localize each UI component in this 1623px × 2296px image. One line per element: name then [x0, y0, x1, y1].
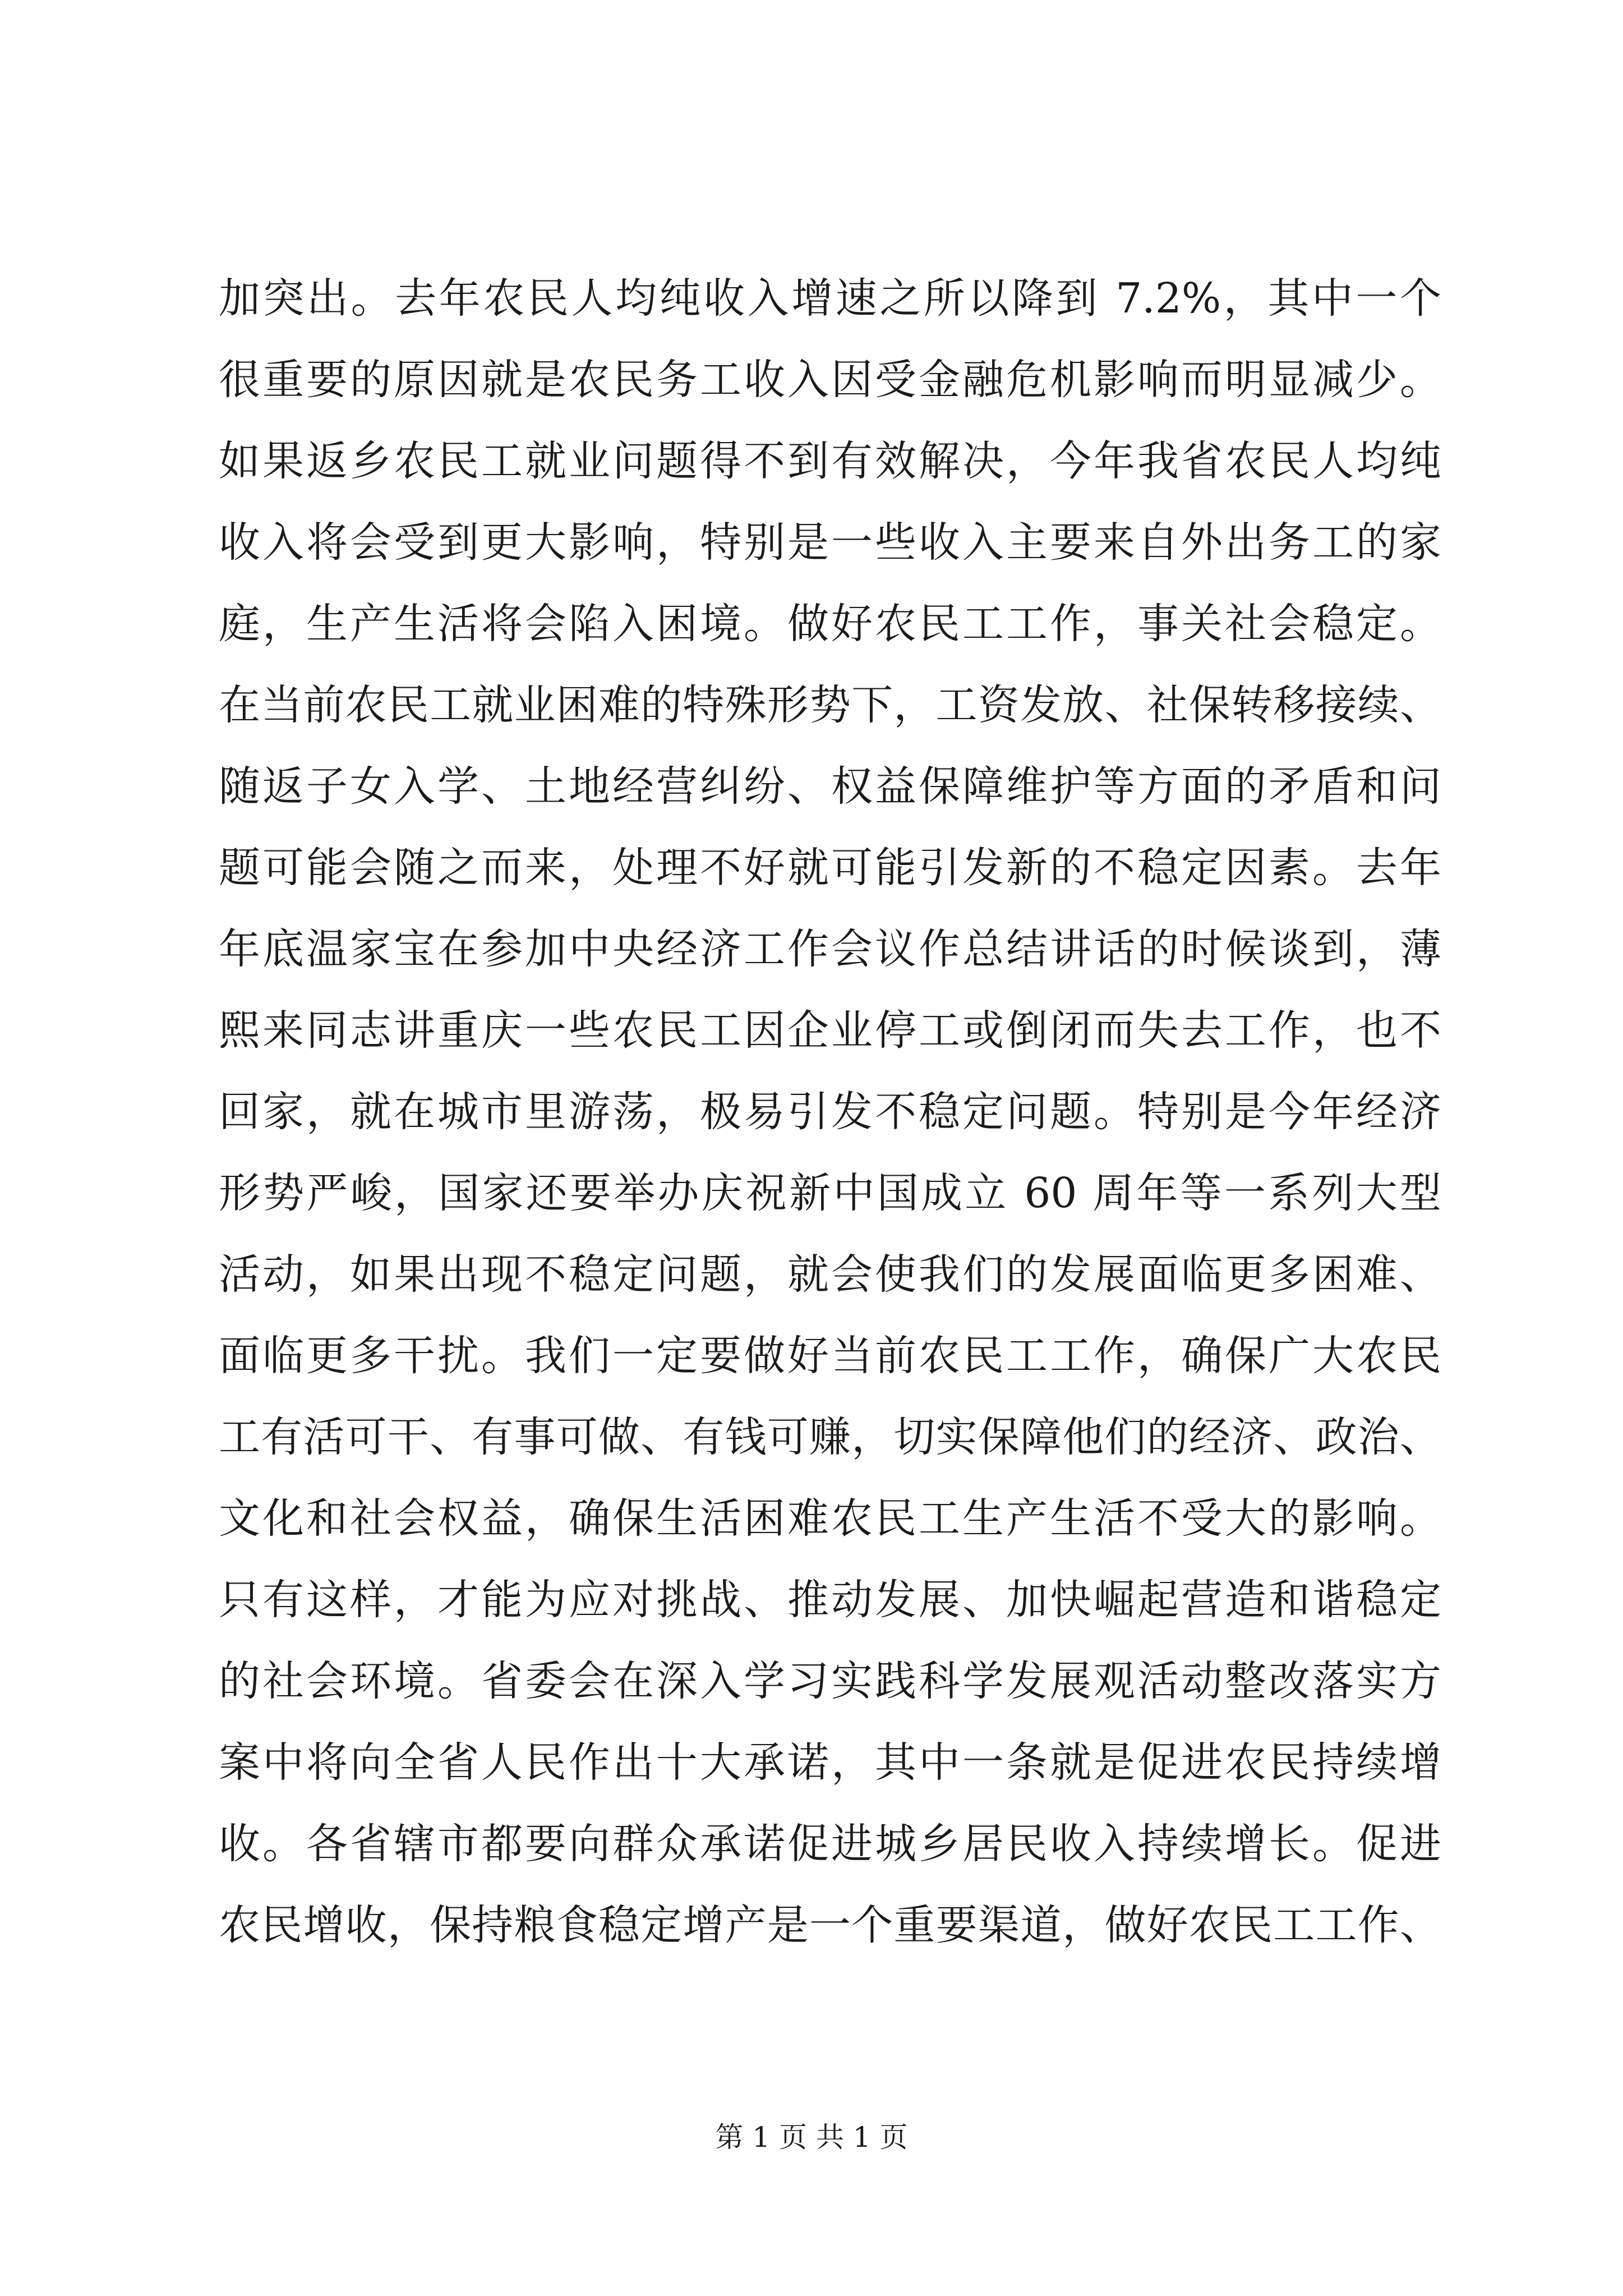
text-line: 活动，如果出现不稳定问题，就会使我们的发展面临更多困难、: [219, 1250, 1441, 1299]
text-line: 回家，就在城市里游荡，极易引发不稳定问题。特别是今年经济: [219, 1088, 1441, 1136]
text-line: 很重要的原因就是农民务工收入因受金融危机影响而明显减少。: [219, 356, 1441, 404]
text-line: 的社会环境。省委会在深入学习实践科学发展观活动整改落实方: [219, 1657, 1441, 1705]
text-line: 庭，生产生活将会陷入困境。做好农民工工作，事关社会稳定。: [219, 600, 1441, 648]
text-line: 收。各省辖市都要向群众承诺促进城乡居民收入持续增长。促进: [219, 1820, 1441, 1868]
text-line: 案中将向全省人民作出十大承诺，其中一条就是促进农民持续增: [219, 1738, 1441, 1787]
page-footer: [0, 2118, 1623, 2157]
text-line: 文化和社会权益，确保生活困难农民工生产生活不受大的影响。: [219, 1494, 1441, 1543]
text-line: 农民增收，保持粮食稳定增产是一个重要渠道，做好农民工工作、: [219, 1901, 1441, 1949]
text-line: 形势严峻，国家还要举办庆祝新中国成立 60 周年等一系列大型: [219, 1169, 1441, 1217]
text-line: 工有活可干、有事可做、有钱可赚，切实保障他们的经济、政治、: [219, 1413, 1441, 1461]
text-line: 随返子女入学、土地经营纠纷、权益保障维护等方面的矛盾和问: [219, 762, 1441, 811]
text-line: 在当前农民工就业困难的特殊形势下，工资发放、社保转移接续、: [219, 681, 1441, 729]
text-line: 面临更多干扰。我们一定要做好当前农民工工作，确保广大农民: [219, 1332, 1441, 1380]
text-line: 题可能会随之而来，处理不好就可能引发新的不稳定因素。去年: [219, 844, 1441, 892]
text-line: 收入将会受到更大影响，特别是一些收入主要来自外出务工的家: [219, 518, 1441, 567]
text-line: 如果返乡农民工就业问题得不到有效解决，今年我省农民人均纯: [219, 437, 1441, 485]
body-text: [219, 258, 1441, 1966]
text-line: 只有这样，才能为应对挑战、推动发展、加快崛起营造和谐稳定: [219, 1576, 1441, 1624]
text-line: 加突出。去年农民人均纯收入增速之所以降到 7.2%，其中一个: [219, 274, 1441, 323]
text-line: 熙来同志讲重庆一些农民工因企业停工或倒闭而失去工作，也不: [219, 1006, 1441, 1055]
text-line: 年底温家宝在参加中央经济工作会议作总结讲话的时候谈到，薄: [219, 925, 1441, 973]
page-number-label: 第 1 页 共 1 页: [715, 2121, 908, 2154]
